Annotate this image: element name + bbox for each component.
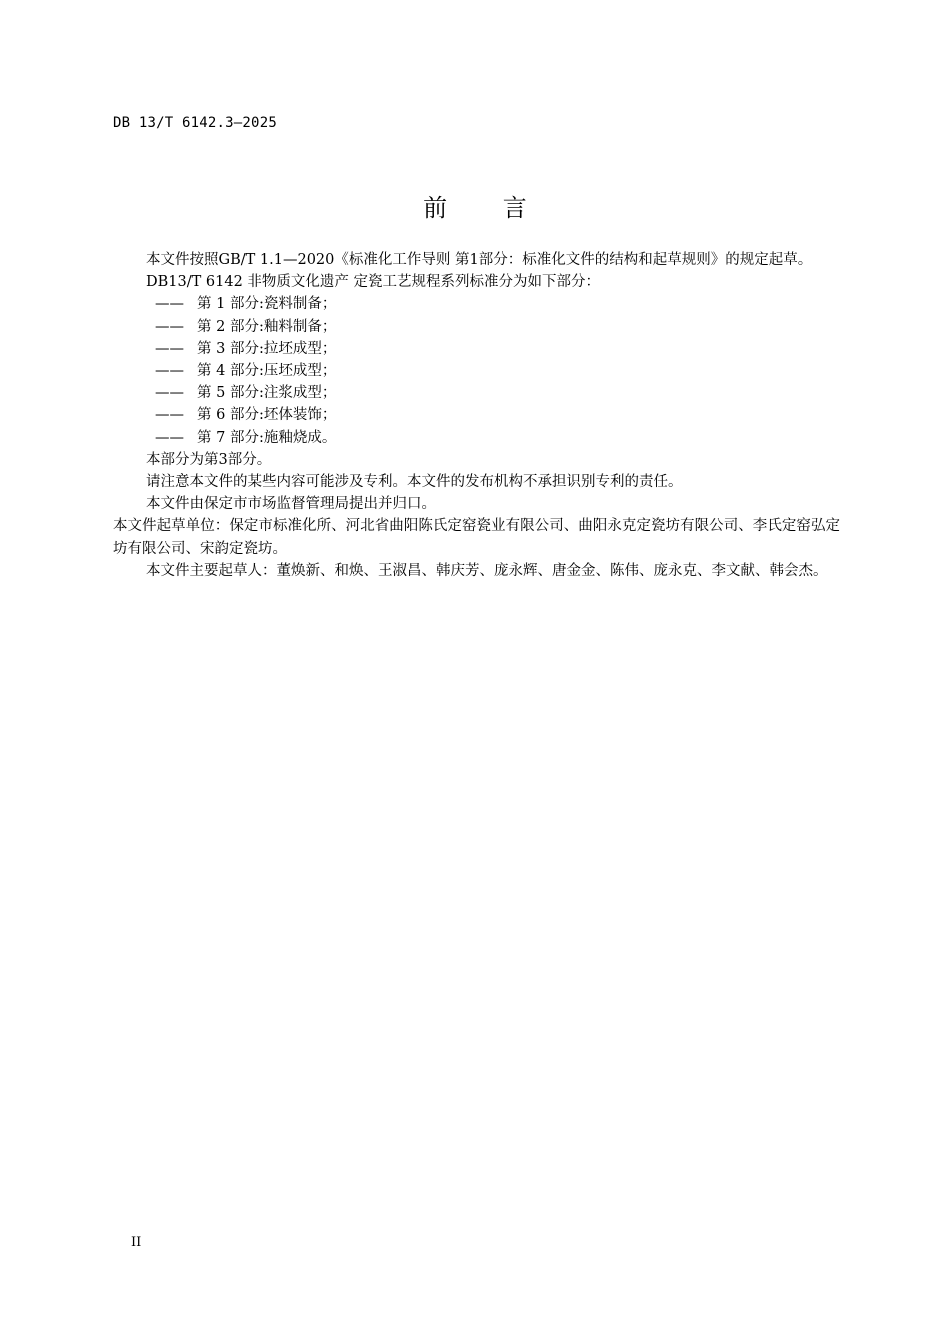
page-number: II	[131, 1235, 142, 1250]
paragraph-patent-notice: 请注意本文件的某些内容可能涉及专利。本文件的发布机构不承担识别专利的责任。	[146, 474, 683, 491]
list-item-text: 第 5 部分:注浆成型；	[197, 385, 337, 402]
list-item-text: 第 4 部分:压坯成型；	[197, 363, 337, 380]
list-dash: ——	[155, 363, 184, 380]
list-dash: ——	[155, 340, 184, 357]
document-code: DB 13/T 6142.3—2025	[113, 115, 277, 131]
list-dash: ——	[155, 385, 184, 402]
list-dash: ——	[155, 429, 184, 446]
list-item-text: 第 6 部分:坯体装饰；	[197, 407, 337, 424]
paragraph-proposer: 本文件由保定市市场监督管理局提出并归口。	[146, 496, 436, 513]
list-item	[113, 382, 840, 404]
list-item	[113, 338, 840, 360]
list-item-text: 第 1 部分:瓷料制备；	[197, 296, 337, 313]
list-dash: ——	[155, 296, 184, 313]
paragraph-drafting-rules: 本文件按照GB/T 1.1—2020《标准化工作导则 第1部分：标准化文件的结构和起草规则》的规定起草。	[146, 252, 813, 268]
paragraph-drafters: 本文件主要起草人：董焕新、和焕、王淑昌、韩庆芳、庞永辉、唐金金、陈伟、庞永克、李文献、韩会杰。	[146, 562, 828, 579]
paragraph-part-number: 本部分为第3部分。	[146, 451, 272, 468]
foreword-body	[113, 249, 840, 582]
list-item-text: 第 2 部分:釉料制备；	[197, 318, 337, 335]
list-item-text: 第 3 部分:拉坯成型；	[197, 340, 337, 357]
list-item	[113, 360, 840, 382]
paragraph-drafting-units: 本文件起草单位：保定市标准化所、河北省曲阳陈氏定窑瓷业有限公司、曲阳永克定瓷坊有限公司、李氏定窑弘定坊有限公司、宋韵定瓷坊。	[113, 518, 840, 557]
list-item	[113, 427, 840, 449]
list-item	[113, 293, 840, 315]
list-item	[113, 316, 840, 338]
list-item	[113, 404, 840, 426]
list-item-text: 第 7 部分:施釉烧成。	[197, 429, 337, 446]
paragraph-series-intro: DB13/T 6142 非物质文化遗产 定瓷工艺规程系列标准分为如下部分：	[146, 274, 601, 291]
page-title: 前 言	[423, 194, 551, 222]
list-dash: ——	[155, 318, 184, 335]
parts-list	[113, 293, 840, 448]
list-dash: ——	[155, 407, 184, 424]
